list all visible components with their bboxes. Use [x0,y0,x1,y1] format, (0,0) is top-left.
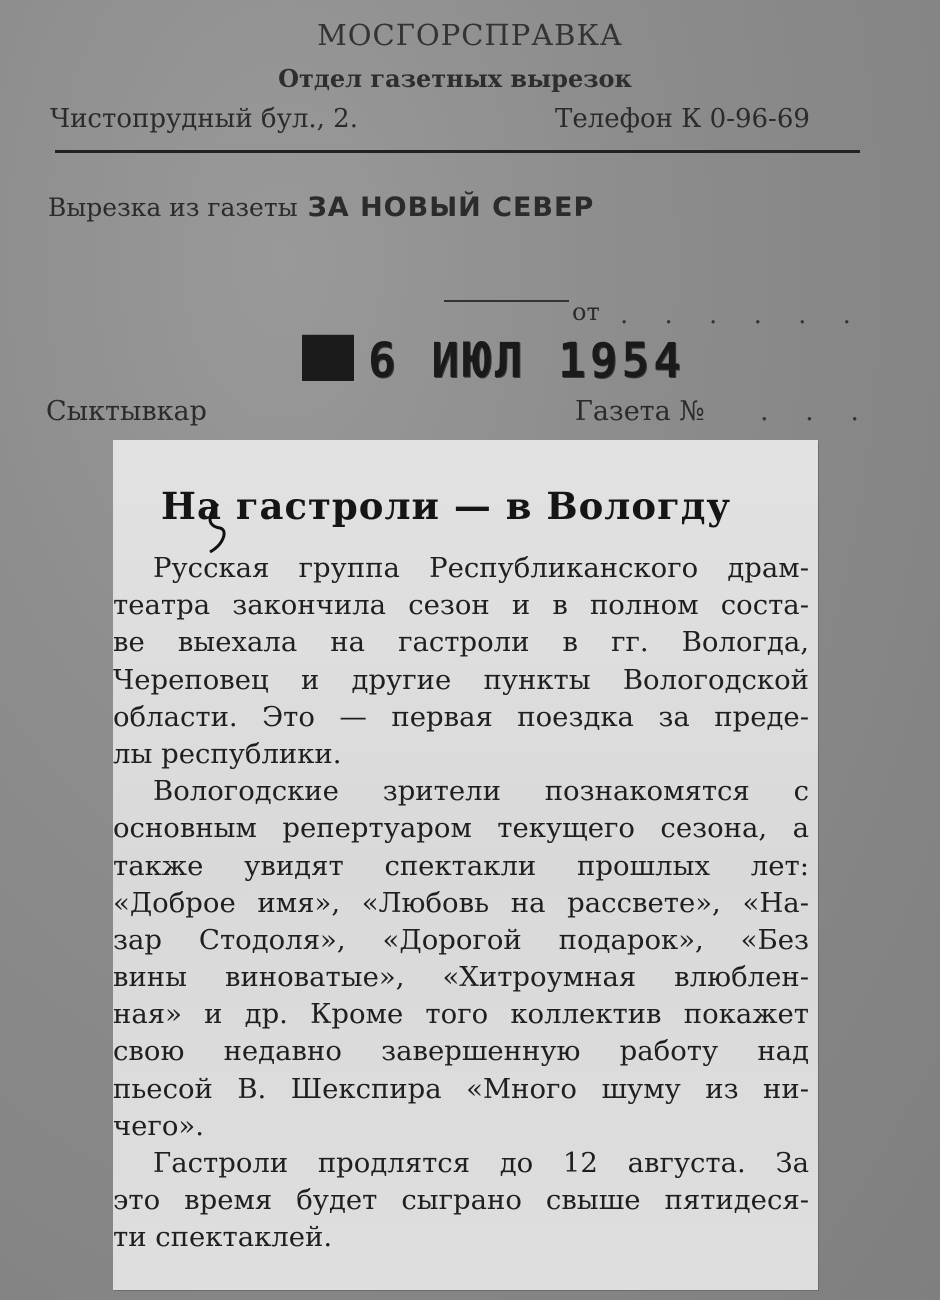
article-line: «Доброе имя», «Любовь на рассвете», «На- [113,886,809,919]
date-stamp [302,332,685,389]
article-headline: На гастроли — в Вологду [161,484,732,528]
date-rule [444,300,569,302]
stamp-mark [302,335,354,381]
article-line: лы республики. [113,737,342,770]
article-line: Гастроли продлятся до 12 августа. За [153,1147,809,1179]
issue-number-dots: . . . [760,396,873,427]
date-from-dots: . . . . . . [620,300,865,330]
article-line: Вологодские зрители познакомятся с [153,775,809,808]
article-line: зар Стодоля», «Дорогой подарок», «Без [113,923,809,956]
article-line: ная» и др. Кроме того коллектив покажет [113,998,809,1031]
article-line: Русская группа Республиканского драм- [153,552,809,584]
article-line: чего». [113,1109,204,1142]
clip-source-label [48,192,594,223]
article-line: также увидят спектакли прошлых лет: [113,849,809,882]
article-line: ве выехала на гастроли в гг. Вологда, [113,626,809,659]
newspaper-clipping [113,440,818,1290]
agency-phone: Телефон К 0-96-69 [555,104,810,134]
department-name: Отдел газетных вырезок [278,64,632,93]
stamp-date-text: 6 ИЮЛ 1954 [368,331,685,389]
article-line: основным репертуаром текущего сезона, а [113,812,809,845]
clip-source-prefix: Вырезка из газеты [48,193,298,222]
article-body [113,550,813,1257]
article-line: вины виноватые», «Хитроумная влюблен- [113,961,809,994]
article-line: это время будет сыграно свыше пятидеся- [113,1184,809,1217]
article-line: ти спектаклей. [113,1221,333,1254]
city-label: Сыктывкар [46,396,207,427]
agency-address: Чистопрудный бул., 2. [50,104,358,134]
issue-number-label: Газета № [575,396,705,427]
article-line: театра закончила сезон и в полном соста- [113,589,809,622]
article-line: области. Это — первая поездка за преде- [113,700,809,733]
agency-name: МОСГОРСПРАВКА [317,18,623,52]
newspaper-title: ЗА НОВЫЙ СЕВЕР [307,192,595,223]
article-line: Череповец и другие пункты Вологодской [113,663,809,696]
article-line: пьесой В. Шекспира «Много шуму из ни- [113,1072,809,1105]
header-divider [55,150,860,153]
article-line: свою недавно завершенную работу над [113,1035,809,1068]
date-from-label: от [572,298,600,326]
